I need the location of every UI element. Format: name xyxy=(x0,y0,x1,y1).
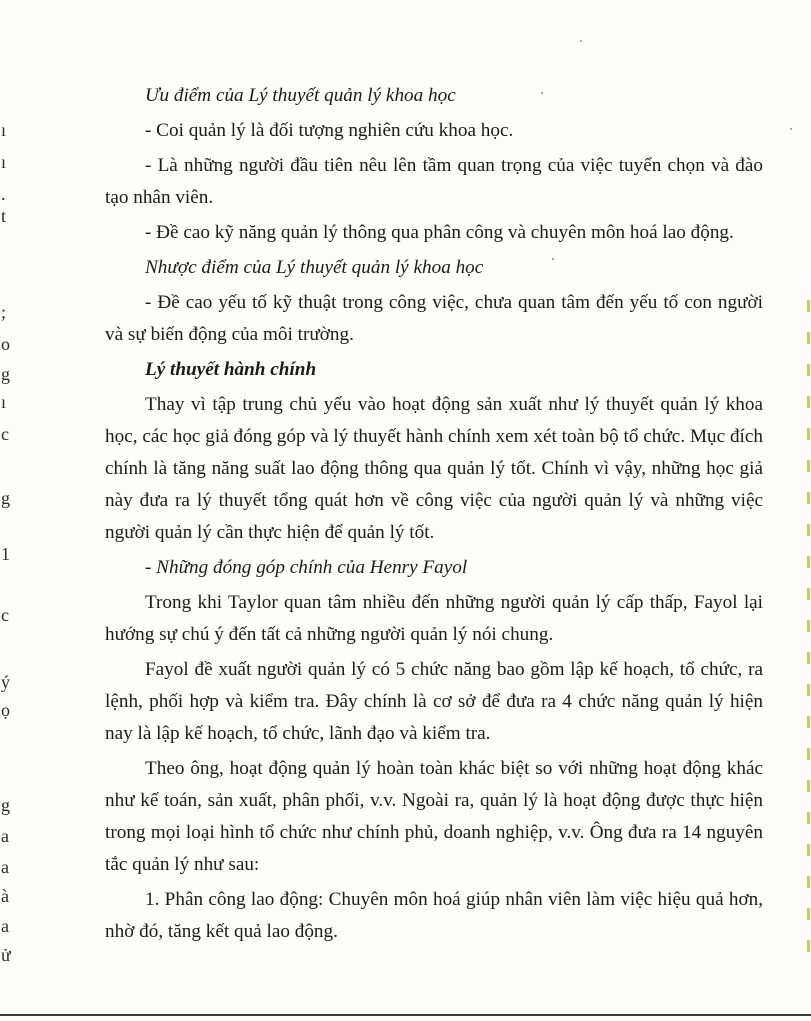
left-margin-fragments xyxy=(0,0,16,1021)
paragraph: - Là những người đầu tiên nêu lên tầm quan trọng của việc tuyển chọn và đào tạo nhân viên. xyxy=(105,155,763,208)
subheading-fayol: - Những đóng góp chính của Henry Fayol xyxy=(145,557,468,578)
section-heading: Lý thuyết hành chính xyxy=(145,359,317,380)
margin-fragment: ý xyxy=(1,672,10,692)
paragraph: Thay vì tập trung chủ yếu vào hoạt động sản xuất như lý thuyết quản lý khoa học, các học giả đóng góp và lý thuyết hành chính xem xét toàn bộ tổ chức. Mục đích chính là tăng năng suất lao động thông qua quản lý tốt. Chính vì vậy, những học giả này đưa ra lý thuyết tổng quát hơn về công việc của người quản lý và những việc người quản lý cần thực hiện để quản lý tốt. xyxy=(105,394,763,543)
margin-fragment: a xyxy=(1,826,9,846)
margin-fragment: ı xyxy=(1,392,7,412)
margin-fragment: c xyxy=(1,605,9,625)
margin-fragment: . xyxy=(1,184,6,204)
margin-fragment: c xyxy=(1,424,9,444)
margin-fragment: ọ xyxy=(1,700,10,720)
margin-fragment: o xyxy=(1,334,10,354)
margin-fragment: g xyxy=(1,364,10,384)
margin-fragment: ı xyxy=(1,152,7,172)
paragraph: 1. Phân công lao động: Chuyên môn hoá giúp nhân viên làm việc hiệu quả hơn, nhờ đó, tăng kết quả lao động. xyxy=(105,889,763,942)
margin-fragment: 1 xyxy=(1,544,10,564)
scan-speck xyxy=(552,258,554,260)
paragraph: Theo ông, hoạt động quản lý hoàn toàn khác biệt so với những hoạt động khác như kế toán, sản xuất, phân phối, v.v. Ngoài ra, quản lý là hoạt động được thực hiện trong mọi loại hình tổ chức như chính phủ, doanh nghiệp, v.v. Ông đưa ra 14 nguyên tắc quản lý như sau: xyxy=(105,758,763,875)
margin-fragment: ử xyxy=(1,945,11,965)
scan-speck xyxy=(790,128,792,130)
paragraph: - Coi quản lý là đối tượng nghiên cứu khoa học. xyxy=(145,120,514,141)
margin-fragment: ; xyxy=(1,302,7,322)
subheading-disadvantages: Nhược điểm của Lý thuyết quản lý khoa học xyxy=(145,257,484,278)
margin-fragment: a xyxy=(1,857,9,877)
margin-fragment: à xyxy=(1,886,9,906)
scan-speck xyxy=(580,40,582,42)
margin-fragment: t xyxy=(1,206,7,226)
paragraph: Trong khi Taylor quan tâm nhiều đến những người quản lý cấp thấp, Fayol lại hướng sự chú ý đến tất cả những người quản lý nói chung. xyxy=(105,592,763,645)
scan-speck xyxy=(541,92,543,94)
paragraph: - Đề cao yếu tố kỹ thuật trong công việc, chưa quan tâm đến yếu tố con người và sự biến động của môi trường. xyxy=(105,292,763,345)
margin-fragment: g xyxy=(1,795,10,815)
subheading-advantages: Ưu điểm của Lý thuyết quản lý khoa học xyxy=(145,85,456,106)
right-edge-marks xyxy=(805,0,811,1021)
margin-fragment: ı xyxy=(1,120,7,140)
margin-fragment: a xyxy=(1,916,9,936)
body-text xyxy=(105,80,763,948)
paragraph: Fayol đề xuất người quản lý có 5 chức năng bao gồm lập kế hoạch, tổ chức, ra lệnh, phối hợp và kiểm tra. Đây chính là cơ sở để đưa ra 4 chức năng quản lý hiện nay là lập kế hoạch, tổ chức, lãnh đạo và kiểm tra. xyxy=(105,659,763,744)
page-bottom-edge xyxy=(0,1014,811,1016)
margin-fragment: g xyxy=(1,488,10,508)
paragraph: - Đề cao kỹ năng quản lý thông qua phân công và chuyên môn hoá lao động. xyxy=(145,222,734,243)
